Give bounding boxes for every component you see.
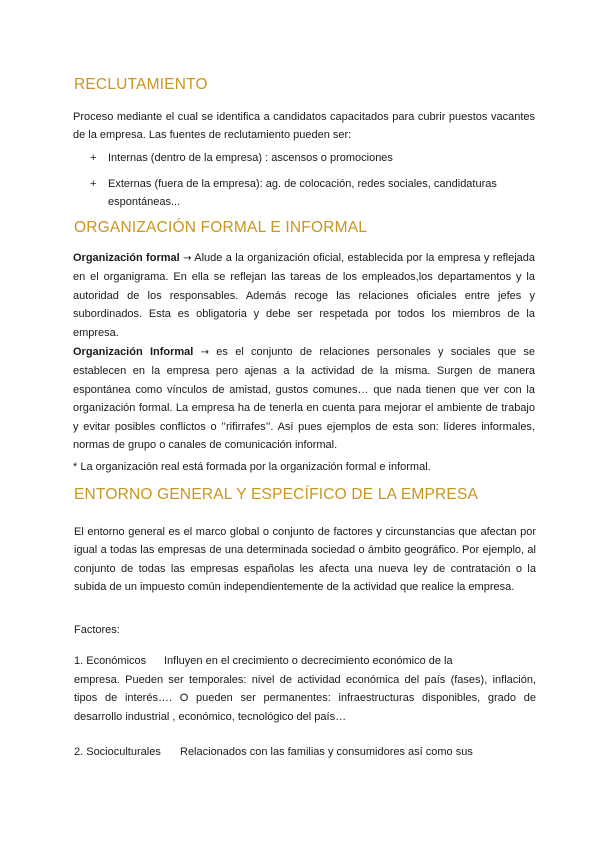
reclutamiento-intro: Proceso mediante el cual se identifica a candidatos capacitados para cubrir puestos vacantes de la empresa. Las fuentes de reclutamiento pueden ser: bbox=[73, 111, 535, 142]
factor-economicos-text: empresa. Pueden ser temporales: nivel de actividad económica del país (fases), inflación, tipos de interés…. O pueden ser permanentes: infraestructuras disponibles, grado de desarrollo industrial , económico, tecnológico del país… bbox=[74, 674, 536, 723]
bullet-externas: Externas (fuera de la empresa): ag. de colocación, redes sociales, candidaturas espontáneas... bbox=[108, 178, 497, 209]
heading-reclutamiento: RECLUTAMIENTO bbox=[74, 76, 208, 93]
factor-economicos-label: 1. Económicos bbox=[74, 655, 147, 667]
heading-organizacion: ORGANIZACIÓN FORMAL E INFORMAL bbox=[74, 219, 368, 236]
organizacion-informal-text: es el conjunto de relaciones personales y sociales que se establecen en la empresa pero ajenas a la actividad de la misma. Surgen de manera espontánea como vínculos de amistad, gustos comunes… que nada tienen que ver con la organización formal. La empresa ha de tenerla en cuenta para mejorar el ambiente de trabajo y evitar posibles conflictos o ’’rifirrafes’’. Así pues ejemplos de esta son: líderes informales, normas de grupo o canales de comunicación informal. bbox=[73, 346, 535, 452]
organizacion-formal-paragraph bbox=[73, 249, 535, 342]
bullet-marker-externas: + bbox=[90, 178, 97, 190]
entorno-intro: El entorno general es el marco global o conjunto de factores y circunstancias que afectan por igual a todas las empresas de una determinada sociedad o ámbito geográfico. Por ejemplo, al conjunto de todas las empresas españolas les afecta una nueva ley de contratación o la subida de un impuesto común independientemente de la actividad que realice la empresa. bbox=[74, 526, 536, 594]
bullet-internas: Internas (dentro de la empresa) : ascensos o promociones bbox=[108, 152, 393, 164]
factores-label: Factores: bbox=[74, 624, 120, 636]
organizacion-note: * La organización real está formada por la organización formal e informal. bbox=[73, 461, 431, 473]
arrow-icon: → bbox=[200, 347, 210, 358]
organizacion-formal-text: Alude a la organización oficial, establecida por la empresa y reflejada en el organigrama. En ella se reflejan las tareas de los empleados,los departamentos y la autoridad de los responsables. Además recoge las relaciones oficiales entre jefes y subordinados. Esta es obligatoria y debe ser respetada por todos los miembros de la empresa. bbox=[73, 252, 536, 339]
term-organizacion-formal: Organización formal bbox=[73, 252, 180, 264]
factor-economicos-line1: Influyen en el crecimiento o decrecimiento económico de la bbox=[164, 655, 453, 667]
factor-socioculturales-label: 2. Socioculturales bbox=[74, 746, 161, 758]
term-organizacion-informal: Organización Informal bbox=[73, 346, 194, 358]
bullet-marker-internas: + bbox=[90, 152, 97, 164]
factor-socioculturales-line1: Relacionados con las familias y consumidores así como sus bbox=[180, 746, 473, 758]
organizacion-informal-paragraph bbox=[73, 343, 535, 454]
arrow-icon: → bbox=[183, 253, 192, 264]
heading-entorno: ENTORNO GENERAL Y ESPECÍFICO DE LA EMPRESA bbox=[74, 486, 479, 503]
